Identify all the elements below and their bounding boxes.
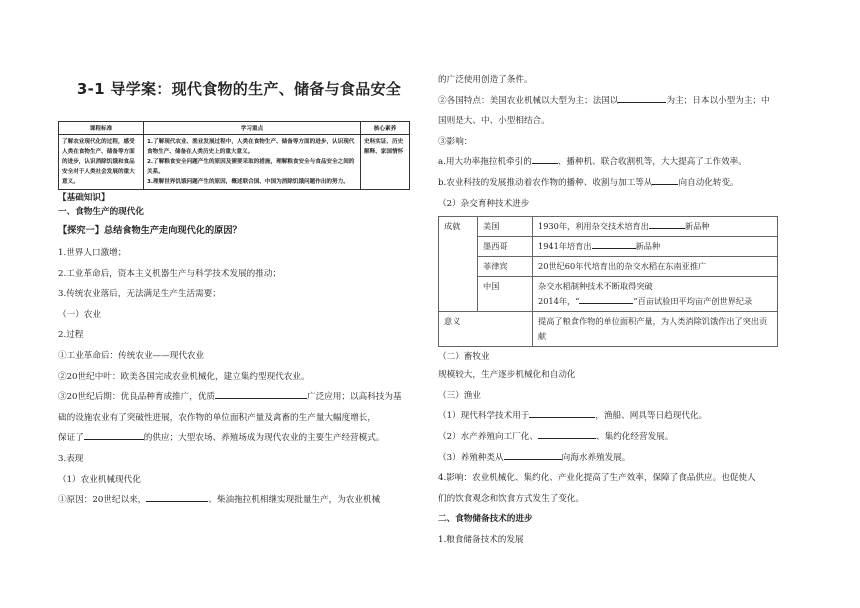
achievement-cell: 20世纪60年代培育出的杂交水稻在东南亚推广 <box>533 257 778 277</box>
focus-item: 2.了解粮食安全问题产生的原因及需要采取的措施，理解粮食安全与食品安全之间的关系。 <box>147 159 355 175</box>
text-line: 3.表现 <box>58 453 84 464</box>
text-line: （二）畜牧业 <box>438 352 490 363</box>
section-heading: 一、食物生产的现代化 <box>58 207 144 217</box>
text-fragment: 向自动化转变。 <box>678 177 739 188</box>
text-fragment: 2014年，“ <box>538 296 580 307</box>
text-line: 4.影响：农业机械化、集约化、产业化提高了生产效率，保障了食品供应。也促使人 <box>438 473 756 484</box>
text-fragment: ②各国特点：美国农业机械以大型为主；法国以 <box>438 95 619 106</box>
text-fragment: 广泛应用；以高科技为基 <box>307 392 402 403</box>
text-line: （2）杂交育种技术进步 <box>438 198 530 209</box>
meaning-label: 意义 <box>439 312 533 347</box>
country-cell: 美国 <box>478 217 533 237</box>
country-cell: 菲律宾 <box>478 257 533 277</box>
text-line: ②20世纪中叶：欧美各国完成农业机械化，建立集约型现代农业。 <box>58 371 310 382</box>
country-cell: 墨西哥 <box>478 237 533 257</box>
text-fragment: 保证了 <box>58 433 84 444</box>
text-line: 的广泛使用创造了条件。 <box>438 75 533 85</box>
fill-blank[interactable] <box>146 492 208 502</box>
fill-blank[interactable] <box>652 175 678 185</box>
text-line <box>438 173 788 194</box>
fill-blank[interactable] <box>579 294 633 304</box>
achievement-label: 成就 <box>439 217 478 312</box>
right-column <box>438 70 788 551</box>
cell-literacy: 史料实证、历史解释、家国情怀 <box>361 135 410 190</box>
text-fragment: 的供应；大型农场、养殖场成为现代农业的主要生产经营模式。 <box>143 433 385 444</box>
text-line: （三）渔业 <box>438 390 481 401</box>
achievement-cell <box>533 217 778 237</box>
section-heading: 二、食物储备技术的进步 <box>438 514 533 525</box>
text-fragment: 、柴油拖拉机相继实现批量生产，为农业机械 <box>208 495 381 506</box>
header-focus: 学习重点 <box>144 122 361 135</box>
meaning-cell: 提高了粮食作物的单位面积产量，为人类消除饥饿作出了突出贡献 <box>533 312 778 347</box>
text-line: ③影响： <box>438 136 473 147</box>
text-fragment: ，渔船、网具等日趋现代化。 <box>595 411 708 422</box>
text-line <box>438 427 788 448</box>
text-fragment: a.用大功率拖拉机牵引的 <box>438 157 532 168</box>
fill-blank[interactable] <box>538 429 596 439</box>
text-fragment: 1941年培育出 <box>538 241 592 252</box>
text-fragment: b.农业科技的发展推动着农作物的播种、收割与加工等从 <box>438 177 653 188</box>
text-line: 础的设施农业有了突破性进展，农作物的单位面积产量及禽畜的生产量大幅度增长， <box>58 412 376 423</box>
text-fragment: 、集约化经营发展。 <box>596 431 674 442</box>
fill-blank[interactable] <box>618 93 666 103</box>
breeding-table <box>438 216 778 347</box>
page-title: 3-1 导学案：现代食物的生产、储备与食品安全 <box>76 80 402 98</box>
text-fragment: 、播种机、联合收割机等，大大提高了工作效率。 <box>557 157 747 168</box>
fill-blank[interactable] <box>649 219 685 229</box>
text-line: （一）农业 <box>58 309 101 320</box>
text-line <box>58 387 420 408</box>
section-label: 【基础知识】 <box>58 193 110 203</box>
text-line: 1.世界人口激增； <box>58 248 127 258</box>
text-line <box>438 406 788 427</box>
fill-blank[interactable] <box>84 430 144 440</box>
text-fragment <box>538 294 772 309</box>
text-line: ①工业革命后：传统农业——现代农业 <box>58 350 205 361</box>
text-fragment: （3）养殖种类从 <box>438 452 504 463</box>
fill-blank[interactable] <box>215 389 307 399</box>
fill-blank[interactable] <box>504 450 562 460</box>
text-fragment: （1）现代科学技术用于 <box>438 411 530 422</box>
text-fragment: 新品种 <box>635 241 661 252</box>
text-line: 规模较大，生产逐步机械化和自动化 <box>438 370 576 381</box>
text-fragment: ”百亩试验田平均亩产创世界纪录 <box>633 296 753 307</box>
achievement-cell <box>533 277 778 312</box>
text-fragment: （2）水产养殖向工厂化、 <box>438 431 538 442</box>
fill-blank[interactable] <box>529 408 595 418</box>
text-line <box>438 91 788 112</box>
cell-standard: 了解农业现代化的过程，感受人类在食物生产、储备等方面的进步，认识消除饥饿和食品安全对于人类社会发展的重大意义。 <box>59 135 144 190</box>
achievement-cell <box>533 237 778 257</box>
text-line: 2.工业革命后，资本主义机器生产与科学技术发展的推动； <box>58 268 282 279</box>
text-fragment: 为主；日本以小型为主；中 <box>666 95 770 106</box>
focus-item: 1.了解现代农业、渔业发展过程中，人类在食物生产、储备等方面的进步，认识现代食物生产、储备在人类历史上的重大意义。 <box>147 139 355 155</box>
text-fragment: 1930年，利用杂交技术培育出 <box>538 221 649 232</box>
text-fragment: ③20世纪后期：优良品种育成推广，优质 <box>58 392 216 403</box>
cell-focus <box>144 135 361 190</box>
text-line: 2.过程 <box>58 330 84 341</box>
standards-table <box>58 121 410 190</box>
text-fragment: 新品种 <box>684 221 710 232</box>
text-line <box>58 428 420 449</box>
text-line: 们的饮食观念和饮食方式发生了变化。 <box>438 493 585 504</box>
fill-blank[interactable] <box>532 154 558 164</box>
fill-blank[interactable] <box>592 239 636 249</box>
text-line: （1）农业机械现代化 <box>58 474 141 485</box>
text-fragment: 杂交水稻制种技术不断取得突破 <box>538 281 653 292</box>
text-line <box>438 448 788 469</box>
header-standard: 课程标准 <box>59 122 144 135</box>
text-line <box>438 152 788 173</box>
text-line <box>58 490 420 511</box>
text-line: 国则是大、中、小型相结合。 <box>438 116 550 127</box>
text-fragment: ①原因：20世纪以来， <box>58 495 147 506</box>
country-cell: 中国 <box>478 277 533 312</box>
left-column <box>58 78 420 511</box>
explore-heading: 【探究一】总结食物生产走向现代化的原因？ <box>58 225 242 236</box>
text-line: 1.粮食储备技术的发展 <box>438 534 524 545</box>
focus-item: 3.理解世界饥饿问题产生的原因，概述联合国、中国为消除饥饿问题作出的努力。 <box>147 179 349 185</box>
text-fragment: 向海水养殖发展。 <box>561 452 631 463</box>
header-literacy: 核心素养 <box>361 122 410 135</box>
text-line: 3.传统农业落后，无法满足生产生活需要； <box>58 289 221 300</box>
